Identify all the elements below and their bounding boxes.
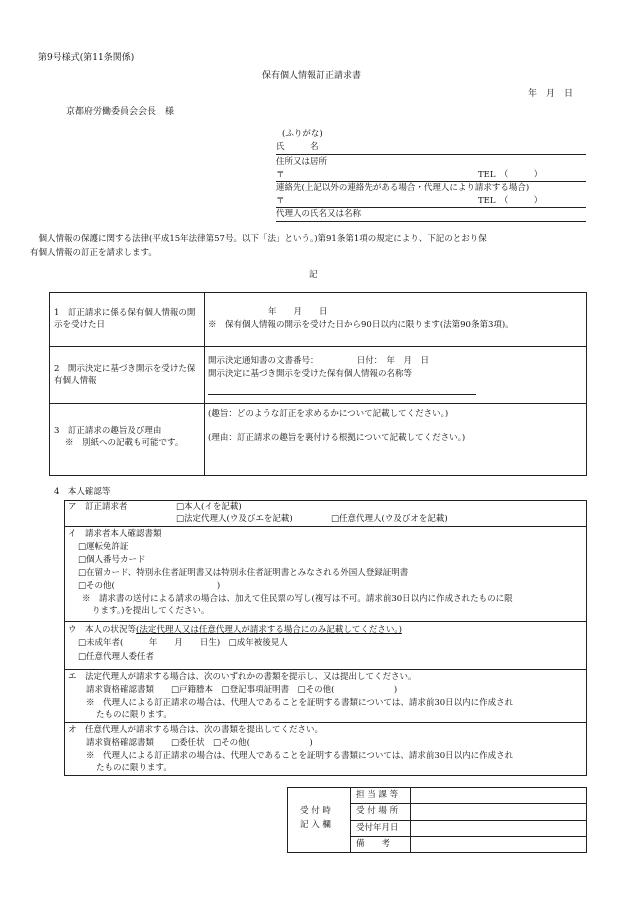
row1-note: ※ 保有個人情報の開示を受けた日から90日以内に限ります(法第90条第3項)。	[208, 320, 514, 330]
i-opt-other[interactable]: □その他( )	[78, 581, 221, 591]
a-opt-self[interactable]: □本人(イを記載)	[176, 502, 242, 512]
row2-label: 2 開示決定に基づき開示を受けた保有個人情報	[54, 364, 196, 386]
tel-label: TEL （ ）	[478, 170, 543, 180]
agent-label: 代理人の氏名又は名称	[276, 209, 362, 219]
address-line[interactable]	[276, 181, 586, 182]
u-opt-principal[interactable]: □任意代理人委任者	[78, 652, 155, 662]
section4-heading: 4 本人確認等	[54, 487, 111, 497]
table-row-divider	[49, 346, 587, 347]
o-title: オ 任意代理人が請求する場合は、次の書類を提出してください。	[68, 725, 324, 735]
i-title: イ 請求者本人確認書類	[68, 529, 162, 539]
e-note-1: ※ 代理人による訂正請求の場合は、代理人であることを証明する書類については、請求前30日以内に作成され	[86, 698, 514, 708]
a-label: ア 訂正請求者	[68, 502, 128, 512]
addressee: 京都府労働委員会会長 様	[66, 107, 175, 117]
reception-row-dept: 担 当 課 等	[356, 790, 399, 800]
row3-note: ※ 別紙への記載も可能です。	[65, 438, 184, 448]
divider	[64, 526, 587, 527]
row2-underline	[208, 394, 476, 395]
reception-row-line	[350, 836, 587, 837]
o-note-1: ※ 代理人による訂正請求の場合は、代理人であることを証明する書類については、請求前30日以内に作成され	[86, 751, 514, 761]
page-title: 保有個人情報訂正請求書	[262, 71, 362, 81]
i-note-2: ります。)を提出してください。	[92, 606, 210, 616]
date-line: 年 月 日	[528, 89, 574, 99]
agent-line[interactable]	[276, 221, 586, 222]
o-note-2: たものに限ります。	[96, 763, 172, 773]
intro-line-2: 有個人情報の訂正を請求します。	[30, 248, 157, 258]
address-label: 住所又は居所	[276, 157, 328, 167]
table-row-divider	[49, 403, 587, 404]
table-divider	[204, 292, 205, 476]
name-line[interactable]	[276, 154, 586, 155]
reception-row-remarks: 備 考	[356, 839, 391, 849]
divider	[64, 621, 587, 622]
e-docs[interactable]: 請求資格確認書類 □戸籍謄本 □登記事項証明書 □その他( )	[86, 685, 398, 695]
tel-label-2: TEL （ ）	[478, 196, 543, 206]
e-note-2: たものに限ります。	[96, 710, 172, 720]
i-opt-license[interactable]: □運転免許証	[78, 542, 129, 552]
reception-label-2: 記 入 欄	[300, 820, 331, 830]
i-opt-mynumber[interactable]: □個人番号カード	[78, 555, 146, 565]
name-label: 氏 名	[276, 142, 319, 152]
reception-row-line	[350, 820, 587, 821]
form-number: 第9号様式(第11条関係)	[38, 53, 135, 63]
reception-row-place: 受 付 場 所	[356, 806, 399, 816]
intro-line-1: 個人情報の保護に関する法律(平成15年法律第57号。以下「法」という。)第91条第1項の規定により、下記のとおり保	[30, 234, 487, 244]
contact-line[interactable]	[276, 207, 586, 208]
postal-mark: 〒	[276, 170, 285, 180]
contact-label: 連絡先(上記以外の連絡先がある場合・代理人により請求する場合)	[276, 183, 530, 193]
i-opt-residence[interactable]: □在留カード、特別永住者証明書又は特別永住者証明書とみなされる外国人登録証明書	[78, 568, 409, 578]
reception-row-line	[350, 803, 587, 804]
furigana-label: (ふりがな)	[282, 129, 323, 139]
u-title-cond: (法定代理人又は任意代理人が請求する場合にのみ記載してください。)	[136, 625, 402, 635]
row2-info-name[interactable]: 開示決定に基づき開示を受けた保有個人情報の名称等	[208, 369, 413, 379]
row3-purpose[interactable]: (趣旨：どのような訂正を求めるかについて記載してください。)	[208, 409, 449, 419]
u-opt-minor[interactable]: □未成年者( 年 月 日生) □成年被後見人	[78, 638, 288, 648]
postal-mark-2: 〒	[276, 196, 285, 206]
reception-label-1: 受 付 時	[300, 806, 331, 816]
a-opt-legal[interactable]: □法定代理人(ウ及びエを記載)	[176, 514, 293, 524]
row3-label: 3 訂正請求の趣旨及び理由	[54, 426, 162, 436]
row1-date[interactable]: 年 月 日	[268, 307, 328, 317]
i-note-1: ※ 請求書の送付による請求の場合は、加えて住民票の写し(複写は不可。請求前30日以内に作成されたものに限	[82, 594, 513, 604]
divider	[64, 722, 587, 723]
ki-heading: 記	[309, 270, 318, 280]
reception-row-date: 受付年月日	[356, 823, 399, 833]
row1-label: 1 訂正請求に係る保有個人情報の開示を受けた日	[54, 308, 196, 330]
a-opt-voluntary[interactable]: □任意代理人(ウ及びオを記載)	[331, 514, 448, 524]
e-title: エ 法定代理人が請求する場合は、次のいずれかの書類を提示し、又は提出してください。	[68, 672, 417, 682]
u-title	[68, 625, 402, 637]
o-docs[interactable]: 請求資格確認書類 □委任状 □その他( )	[86, 738, 313, 748]
divider	[64, 669, 587, 670]
row2-doc-number[interactable]: 開示決定通知書の文書番号： 日付： 年 月 日	[208, 356, 430, 366]
row3-reason[interactable]: (理由：訂正請求の趣旨を裏付ける根拠について記載してください。)	[208, 433, 466, 443]
u-title-main: ウ 本人の状況等	[68, 625, 137, 635]
